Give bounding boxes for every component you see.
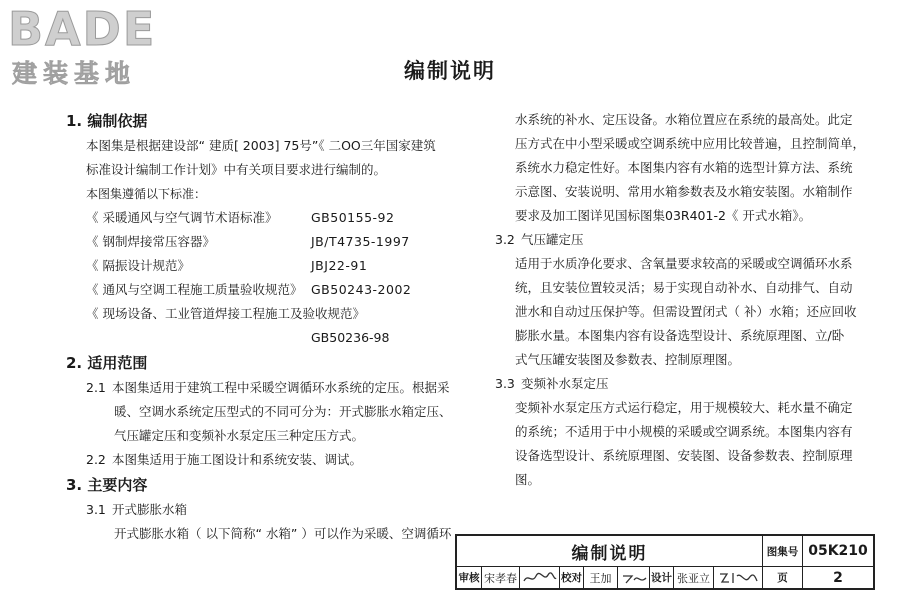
designer-signature <box>713 567 762 588</box>
title-block <box>455 534 875 590</box>
left-column <box>66 108 461 546</box>
section-3-heading: 3. 主要内容 <box>66 476 148 494</box>
text-line: 水系统的补水、定压设备。水箱位置应在系统的最高处。此定 <box>515 112 853 127</box>
text-line: 开式膨胀水箱（ 以下简称“ 水箱” ）可以作为采暖、空调循环 <box>114 526 452 541</box>
standard-code: JBJ22-91 <box>311 258 368 273</box>
review-label: 审核 <box>458 572 480 584</box>
subsection-heading <box>495 228 855 252</box>
item-text: 本图集适用于施工图设计和系统安装、调试。 <box>112 452 363 467</box>
standard-code: GB50236-98 <box>311 330 390 345</box>
signature-icon <box>717 570 759 586</box>
reviewer-signature <box>519 567 559 588</box>
standard-row <box>66 278 461 302</box>
standard-name: 《 隔振设计规范》 <box>86 258 190 273</box>
text-line <box>66 448 461 472</box>
standard-name: 《 现场设备、工业管道焊接工程施工及验收规范》 <box>86 306 365 321</box>
text-line: 的系统；不适用于中小规模的采暖或空调系统。本图集内容有 <box>515 424 853 439</box>
title-block-row-2 <box>457 567 873 588</box>
text-line: 设备选型设计、系统原理图、安装图、设备参数表、控制原理 <box>515 448 853 463</box>
standard-name: 《 钢制焊接常压容器》 <box>86 234 215 249</box>
text-line: 式气压罐安装图及参数表、控制原理图。 <box>515 352 741 367</box>
item-number: 3.2 <box>495 232 515 247</box>
text-line: 泄水和自动过压保护等。但需设置闭式（ 补）水箱；还应回收 <box>515 304 857 319</box>
reviewer-name: 宋孝春 <box>481 567 519 588</box>
atlas-number: 05K210 <box>802 536 873 566</box>
text-line: 气压罐定压和变频补水泵定压三种定压方式。 <box>114 428 365 443</box>
text-line: 示意图、安装说明、常用水箱参数表及水箱安装图。水箱制作 <box>515 184 853 199</box>
design-label: 设计 <box>649 567 673 588</box>
item-title: 气压罐定压 <box>521 232 584 247</box>
text-line <box>66 376 461 400</box>
signature-icon <box>522 570 558 586</box>
text-line: 膨胀水量。本图集内容有设备选型设计、系统原理图、立/卧 <box>515 328 845 343</box>
text-line: 适用于水质净化要求、含氧量要求较高的采暖或空调循环水系 <box>515 256 853 271</box>
standard-row <box>66 254 461 278</box>
right-column <box>495 108 866 492</box>
page-title: 编制说明 <box>404 59 496 83</box>
item-number: 3.3 <box>495 376 515 391</box>
page-label: 页 <box>762 567 802 588</box>
text-line: 标准设计编制工作计划》中有关项目要求进行编制的。 <box>86 162 387 177</box>
standard-row <box>66 230 461 254</box>
text-line <box>66 498 461 522</box>
checker-name: 王加 <box>583 567 617 588</box>
standard-code: GB50155-92 <box>311 210 395 225</box>
item-number: 3.1 <box>86 502 106 517</box>
atlas-label: 图集号 <box>762 536 802 566</box>
designer-name: 张亚立 <box>673 567 713 588</box>
page-number: 2 <box>802 567 873 588</box>
text-line: 暖、空调水系统定压型式的不同可分为：开式膨胀水箱定压、 <box>114 404 452 419</box>
item-number: 2.1 <box>86 380 106 395</box>
item-number: 2.2 <box>86 452 106 467</box>
item-title: 开式膨胀水箱 <box>112 502 188 517</box>
text-line: 系统水力稳定性好。本图集内容有水箱的选型计算方法、系统 <box>515 160 853 175</box>
text-line: 本图集是根据建设部“ 建质[ 2003] 75号”《 二OO三年国家建筑 <box>86 138 436 153</box>
checker-signature <box>617 567 649 588</box>
title-block-row-1 <box>457 536 873 567</box>
title-block-title: 编制说明 <box>571 543 648 564</box>
text-line: 要求及加工图详见国标图集03R401-2《 开式水箱》。 <box>515 208 812 223</box>
standard-code: JB/T4735-1997 <box>311 234 410 249</box>
subsection-heading <box>495 372 855 396</box>
standard-name: 《 通风与空调工程施工质量验收规范》 <box>86 282 303 297</box>
standard-row <box>66 206 461 230</box>
signature-icon <box>620 570 648 586</box>
text-line: 压方式在中小型采暖或空调系统中应用比较普遍，且控制简单， <box>515 136 866 151</box>
item-title: 变频补水泵定压 <box>521 376 609 391</box>
standard-row <box>66 302 461 326</box>
text-line: 变频补水泵定压方式运行稳定，用于规模较大、耗水量不确定 <box>515 400 853 415</box>
check-label: 校对 <box>559 567 583 588</box>
standard-code: GB50243-2002 <box>311 282 412 297</box>
section-1-heading: 1. 编制依据 <box>66 112 148 130</box>
standard-name: 《 采暖通风与空气调节术语标准》 <box>86 210 278 225</box>
logo-subtitle: 建装基地 <box>12 59 137 88</box>
item-text: 本图集适用于建筑工程中采暖空调循环水系统的定压。根据采 <box>112 380 450 395</box>
logo-brand: BADE <box>8 2 157 56</box>
text-line: 统，且安装位置较灵活；易于实现自动补水、自动排气、自动 <box>515 280 853 295</box>
standards-intro: 本图集遵循以下标准： <box>86 187 207 201</box>
section-2-heading: 2. 适用范围 <box>66 354 148 372</box>
text-line: 图。 <box>515 472 541 487</box>
